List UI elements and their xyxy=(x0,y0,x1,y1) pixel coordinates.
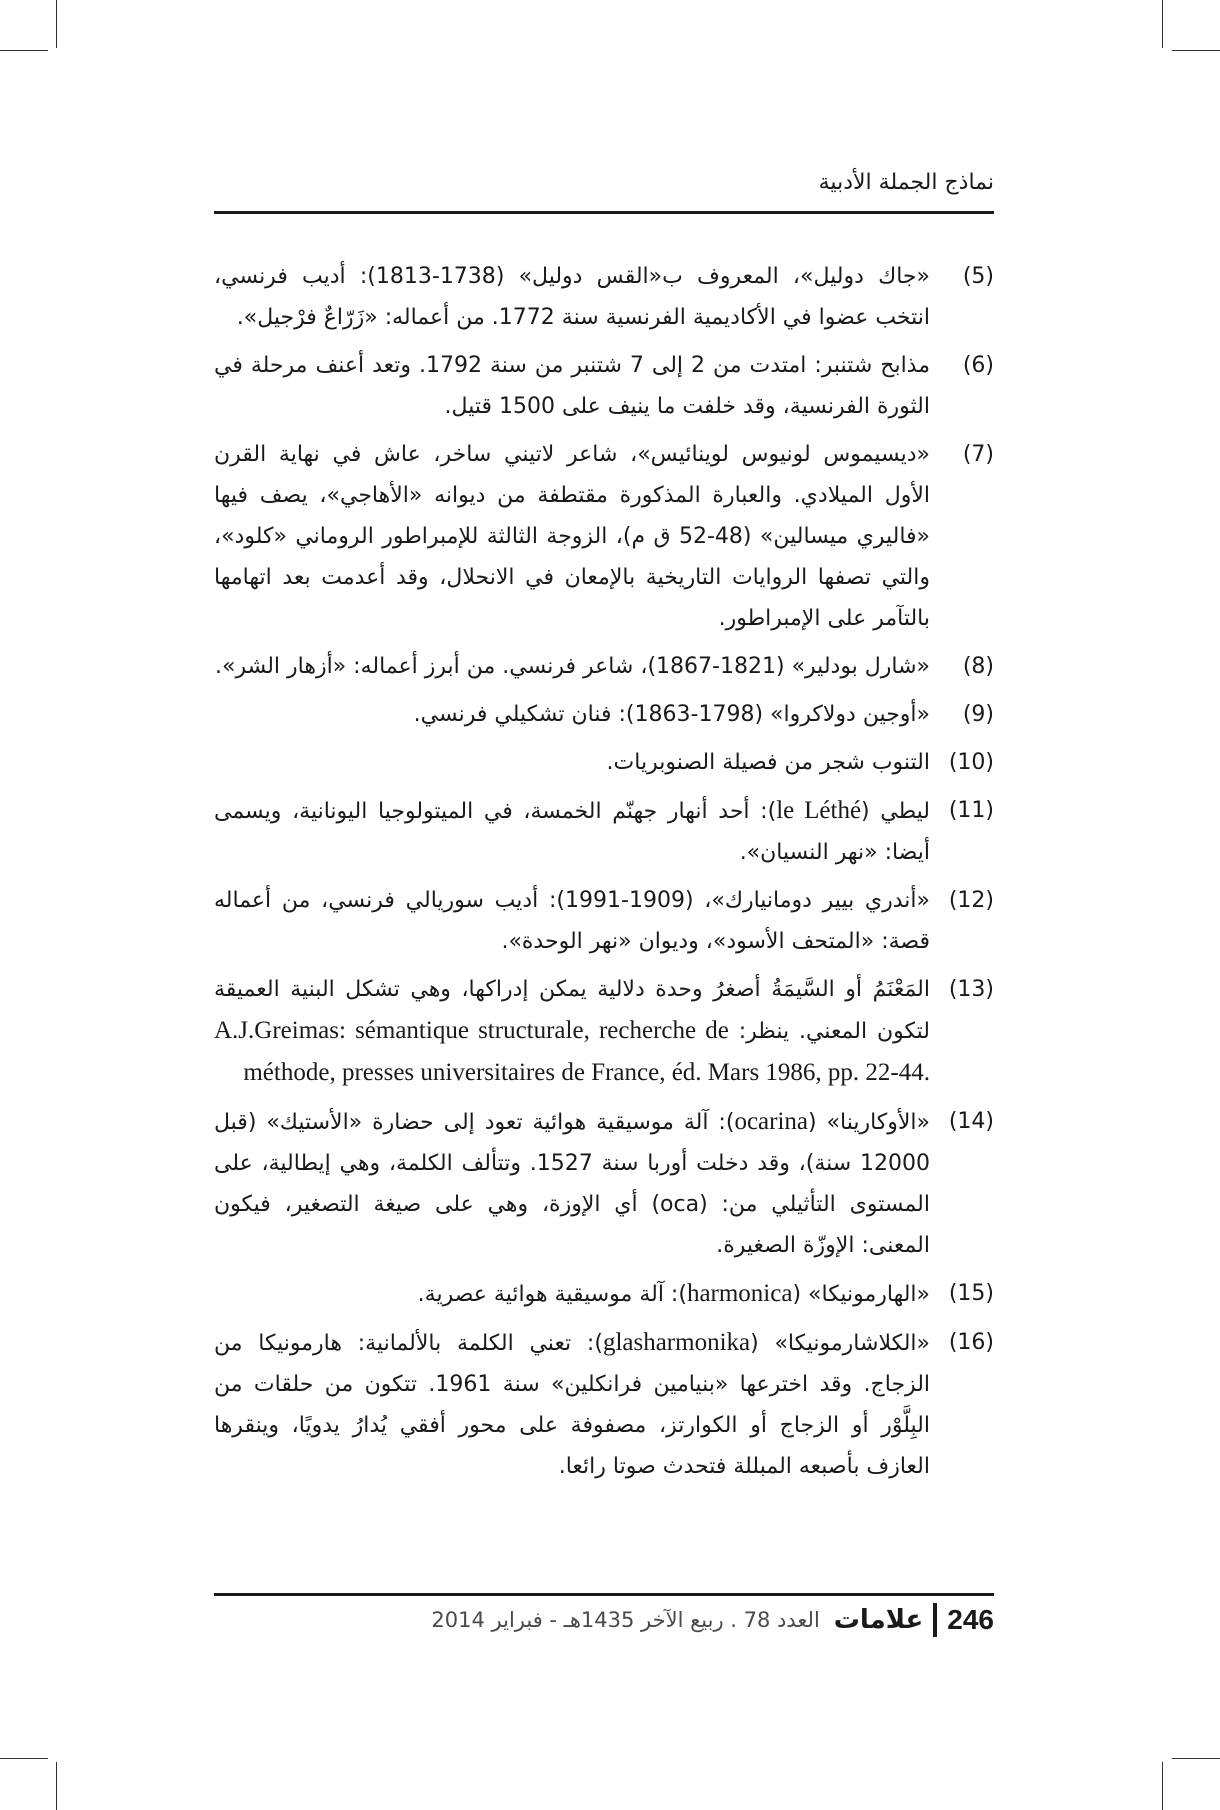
footnote-text-after: ): أحد أنهار جهنّم الخمسة، في الميتولوجيا اليونانية، ويسمى أيضا: «نهر النسيان». xyxy=(214,799,930,865)
footnotes-list xyxy=(214,256,994,1494)
crop-mark-bottom-right-horizontal xyxy=(1172,1758,1220,1759)
footnote-number: (7) xyxy=(962,442,994,467)
footnote-text: التنوب شجر من فصيلة الصنوبريات. xyxy=(606,750,930,775)
footnote-number: (14) xyxy=(948,1109,994,1134)
crop-mark-bottom-left-horizontal xyxy=(0,1758,48,1759)
footnote-text: مذابح شتنبر: امتدت من 2 إلى 7 شتنبر من سنة 1792. وتعد أعنف مرحلة في الثورة الفرنسية، وقد خلفت ما ينيف على 1500 قتيل. xyxy=(214,353,931,419)
footnote-14 xyxy=(214,1101,994,1266)
footnote-5 xyxy=(214,256,994,338)
footnote-text-before: ليطي ( xyxy=(861,799,931,824)
footnote-number: (12) xyxy=(948,888,994,913)
crop-mark-top-right-horizontal xyxy=(1172,50,1220,51)
footnote-text-after: ): آلة موسيقية هوائية تعود إلى حضارة «الأستيك» (قبل 12000 سنة)، وقد دخلت أوربا سنة 1527. وتتألف الكلمة، وهي إيطالية، على المستوى التأثيلي من: (oca) أي الإوزة، وهي على صيغة التصغير، فيكون المعنى: الإوزّة الصغيرة. xyxy=(214,1110,930,1258)
footnote-9 xyxy=(214,694,994,735)
crop-mark-top-right-vertical xyxy=(1162,0,1163,48)
footnote-number: (9) xyxy=(962,702,994,727)
footnote-text: «شارل بودلير» (1821-1867)، شاعر فرنسي. من أبرز أعماله: «أزهار الشر». xyxy=(215,654,930,679)
footnote-number: (13) xyxy=(948,977,994,1002)
footnote-number: (6) xyxy=(962,353,994,378)
footnote-12 xyxy=(214,880,994,962)
footnote-text xyxy=(214,1273,930,1315)
footnote-6 xyxy=(214,345,994,427)
footnote-text xyxy=(214,790,930,873)
footnote-latin-term: harmonica xyxy=(686,1280,793,1307)
footnote-text: «جاك دوليل»، المعروف ب«القس دوليل» (1738-1813): أديب فرنسي، انتخب عضوا في الأكاديمية الفرنسية سنة 1772. من أعماله: «زَرّاعٌ فرْجيل». xyxy=(214,264,930,330)
crop-mark-bottom-left-vertical xyxy=(56,1762,57,1810)
crop-mark-top-left-vertical xyxy=(56,0,57,48)
footer-separator-bar xyxy=(933,1603,937,1637)
footnote-15 xyxy=(214,1273,994,1315)
footnote-text-before: «الأوكارينا» ( xyxy=(808,1110,930,1135)
footnote-latin-term: le Léthé xyxy=(776,797,862,824)
footnote-number: (11) xyxy=(948,798,994,823)
footnote-latin-term: glasharmonika xyxy=(602,1329,751,1356)
footnote-number: (8) xyxy=(962,654,994,679)
footnote-16 xyxy=(214,1322,994,1487)
footnote-latin-reference: A.J.Greimas: sémantique structurale, recherche de méthode, presses universitaires de France, éd. Mars 1986, pp. 22-44. xyxy=(214,1017,930,1086)
page-footer xyxy=(431,1603,994,1637)
footnote-10 xyxy=(214,742,994,783)
crop-mark-bottom-right-vertical xyxy=(1162,1762,1163,1810)
crop-mark-top-left-horizontal xyxy=(0,50,48,51)
footnote-13 xyxy=(214,969,994,1094)
footnote-text-after: ): آلة موسيقية هوائية عصرية. xyxy=(417,1282,687,1307)
footnote-11 xyxy=(214,790,994,873)
issue-info: العدد 78 . ربيع الآخر 1435هـ - فبراير 2014 xyxy=(431,1608,820,1632)
footer-rule xyxy=(214,1593,994,1596)
page-number: 246 xyxy=(947,1604,994,1635)
header-rule xyxy=(214,211,994,214)
journal-logo-text: علامات xyxy=(833,1605,924,1635)
footnote-7 xyxy=(214,434,994,639)
footnote-latin-term: ocarina xyxy=(734,1108,808,1135)
footnote-text: «ديسيموس لونيوس لوينائيس»، شاعر لاتيني ساخر، عاش في نهاية القرن الأول الميلادي. والعبارة المذكورة مقتطفة من ديوانه «الأهاجي»، يصف فيها «فاليري ميسالين» (48-52 ق م)، الزوجة الثالثة للإمبراطور الروماني «كلود»، والتي تصفها الروايات التاريخية بالإمعان في الانحلال، وقد أعدمت بعد اتهامها بالتآمر على الإمبراطور. xyxy=(214,442,931,631)
footnote-text xyxy=(214,1101,930,1266)
running-header-title: نماذج الجملة الأدبية xyxy=(818,170,994,195)
footnote-number: (16) xyxy=(948,1330,994,1355)
footnote-text xyxy=(214,969,930,1094)
footnote-text: «أوجين دولاكروا» (1798-1863): فنان تشكيلي فرنسي. xyxy=(413,702,930,727)
footnote-text: «أندري بيير دومانيارك»، (1909-1991): أديب سوريالي فرنسي، من أعماله قصة: «المتحف الأسود»، وديوان «نهر الوحدة». xyxy=(214,888,930,954)
footnote-number: (15) xyxy=(948,1281,994,1306)
footnote-text-before: «الهارمونيكا» ( xyxy=(792,1282,930,1307)
footnote-text xyxy=(214,1322,930,1487)
footnote-text-before: «الكلاشارمونيكا» ( xyxy=(750,1331,930,1356)
footnote-text-before: المَعْنَمُ أو السَّيمَةُ أصغرُ وحدة دلالية يمكن إدراكها، وهي تشكل البنية العميقة لتكون المعني. ينظر: xyxy=(214,977,930,1044)
footnote-number: (5) xyxy=(962,264,994,289)
footnote-8 xyxy=(214,646,994,687)
footnote-text-after: ): تعني الكلمة بالألمانية: هارمونيكا من الزجاج. وقد اخترعها «بنيامين فرانكلين» سنة 1961. تتكون من حلقات من البِلَّوْر أو الزجاج أو الكوارتز، مصفوفة على محور أفقي يُدارُ يدويًا، وينقرها العازف بأصبعه المبللة فتحدث صوتا رائعا. xyxy=(214,1331,931,1479)
footnote-number: (10) xyxy=(948,750,994,775)
